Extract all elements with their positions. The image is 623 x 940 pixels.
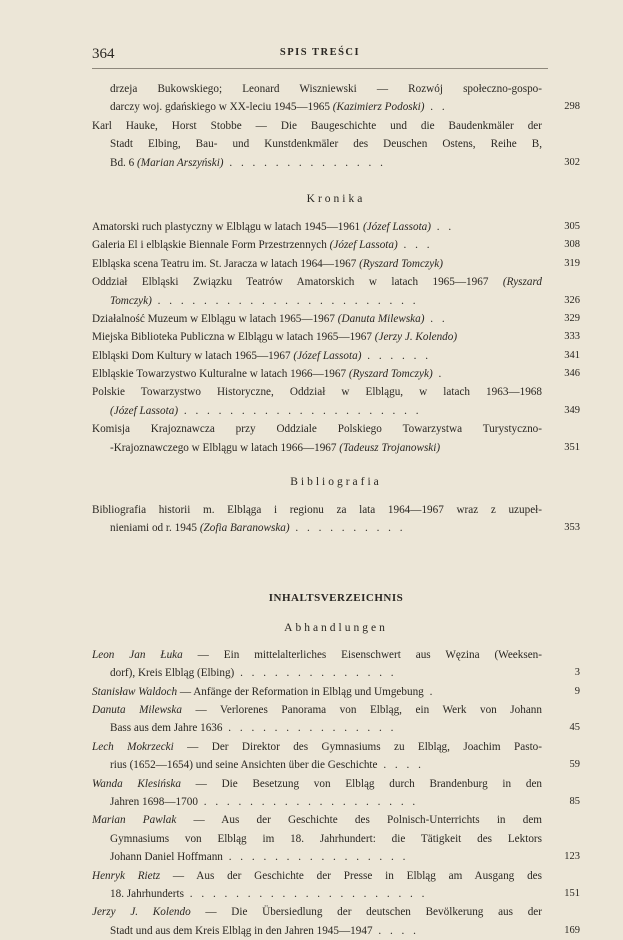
page-number: 364 <box>92 46 115 62</box>
toc-entry-line <box>92 402 542 420</box>
toc-entry-line <box>92 273 542 291</box>
entry-title: -Krajoznawczego w Elblągu w latach 1966—1967 <box>110 441 340 454</box>
toc-section-continued <box>92 80 580 172</box>
dot-leader: . . . . . . . . . . <box>289 522 406 535</box>
toc-entry-line <box>92 922 542 940</box>
entry-title: rius (1652—1654) und seine Ansichten über die Geschichte <box>110 759 378 772</box>
entry-title: 18. Jahrhunderts <box>110 887 184 900</box>
entry-title: — Anfänge der Reformation in Elbląg und Umgebung <box>177 685 424 698</box>
toc-entry-line <box>92 420 542 438</box>
entry-title: dorf), Kreis Elbląg (Elbing) <box>110 667 235 680</box>
entry-author: (Danuta Milewska) <box>337 312 425 325</box>
toc-entry-line <box>92 292 542 310</box>
toc-entry-line <box>92 218 542 236</box>
toc-entry <box>92 775 580 812</box>
entry-title: — Die Übersiedlung der deutschen Bevölkerung aus der <box>190 906 542 919</box>
entry-title: Stadt Elbing, Bau- und Kunstdenkmäler des Deuschen Ostens, Reihe B, <box>110 138 542 151</box>
toc-entry-line <box>92 830 542 848</box>
toc-entry <box>92 310 580 328</box>
toc-entry <box>92 646 580 683</box>
running-title: SPIS TREŚCI <box>279 47 361 58</box>
toc-entry-line <box>92 775 542 793</box>
dot-leader: . . . . . . . . . . . . . . . . <box>222 851 409 864</box>
toc-entry-line <box>92 793 542 811</box>
entry-page-number: 351 <box>564 441 580 453</box>
dot-leader: . . . . . . . . . . . . . . <box>223 156 386 169</box>
toc-entry-line <box>92 903 542 921</box>
toc-entry <box>92 903 580 940</box>
toc-entry-line <box>92 501 542 519</box>
toc-entry-line <box>92 701 542 719</box>
toc-entry <box>92 867 580 904</box>
entry-title: Komisja Krajoznawcza przy Oddziale Polskiego Towarzystwa Turystyczno- <box>92 423 542 436</box>
entry-author: (Kazimierz Podoski) <box>332 101 425 114</box>
dot-leader: . <box>423 685 436 698</box>
toc-entry <box>92 811 580 866</box>
author-name: Wanda Klesińska <box>92 777 181 790</box>
entry-page-number: 346 <box>564 368 580 380</box>
entry-title: Amatorski ruch plastyczny w Elblągu w latach 1945—1961 <box>92 220 363 233</box>
toc-entry-line <box>92 98 542 116</box>
toc-entry-line <box>92 383 542 401</box>
toc-entry <box>92 218 580 236</box>
author-name: Jerzy J. Kolendo <box>92 906 191 919</box>
toc-entry-line <box>92 811 542 829</box>
entry-title: Karl Hauke, Horst Stobbe — Die Baugeschichte und die Baudenkmäler der <box>92 119 542 132</box>
toc-entry-line <box>92 80 542 98</box>
entry-title: Jahren 1698—1700 <box>110 795 198 808</box>
toc-entry <box>92 701 580 738</box>
dot-leader: . . . . <box>377 759 424 772</box>
entry-title: Galeria El i elbląskie Biennale Form Przestrzennych <box>92 239 330 252</box>
entry-title: — Ein mittelalterliches Eisenschwert aus Węzina (Weeksen- <box>182 648 542 661</box>
toc-entry <box>92 383 580 420</box>
entry-page-number: 326 <box>564 294 580 306</box>
toc-entry-line <box>92 135 542 153</box>
dot-leader: . . . . <box>372 924 419 937</box>
entry-title: Bibliografia historii m. Elbląga i regionu za lata 1964—1967 wraz z uzupeł- <box>92 504 542 517</box>
entry-page-number: 9 <box>574 685 580 697</box>
entry-page-number: 59 <box>569 759 580 771</box>
entry-title: Elbląska scena Teatru im. St. Jaracza w latach 1964—1967 <box>92 257 360 270</box>
toc-entry-line <box>92 117 542 135</box>
entry-title: nieniami od r. 1945 <box>110 522 200 535</box>
dot-leader: . . <box>431 220 455 233</box>
dot-leader: . . . . . . . . . . . . . . . . . . . <box>197 795 419 808</box>
section-heading-bibliografia: Bibliografia <box>290 476 382 489</box>
toc-entry-line <box>92 519 542 537</box>
entry-title: Polskie Towarzystwo Historyczne, Oddział w Elblągu, w latach 1963—1968 <box>92 386 542 399</box>
entry-title: Bd. 6 <box>110 156 138 169</box>
entry-title: — Aus der Geschichte des Polnisch-Unterrichts in dem <box>176 814 542 827</box>
entry-title: Elbląskie Towarzystwo Kulturalne w latach 1966—1967 <box>92 368 349 381</box>
entry-title: — Verlorenes Panorama von Elbląg, ein Werk von Johann <box>181 703 542 716</box>
entry-page-number: 329 <box>564 312 580 324</box>
toc-entry <box>92 683 580 701</box>
toc-entry <box>92 236 580 254</box>
entry-title: Oddział Elbląski Związku Teatrów Amatorskich w latach 1965—1967 <box>92 276 503 289</box>
entry-page-number: 3 <box>574 667 580 679</box>
entry-page-number: 341 <box>564 349 580 361</box>
dot-leader: . . <box>424 312 448 325</box>
toc-entry <box>92 117 580 172</box>
toc-entry-line <box>92 867 542 885</box>
author-name: Henryk Rietz <box>92 869 161 882</box>
entry-title: — Aus der Geschichte der Presse in Elbląg am Ausgang des <box>160 869 542 882</box>
author-name: Leon Jan Łuka <box>92 648 183 661</box>
entry-page-number: 85 <box>569 795 580 807</box>
section-heading-abhandlungen: Abhandlungen <box>284 621 388 634</box>
toc-entry-line <box>92 885 542 903</box>
toc-content <box>92 80 580 940</box>
entry-title: Elbląski Dom Kultury w latach 1965—1967 <box>92 349 294 362</box>
entry-page-number: 123 <box>564 851 580 863</box>
entry-title: Bass aus dem Jahre 1636 <box>110 722 223 735</box>
toc-entry <box>92 80 580 117</box>
entry-author: (Zofia Baranowska) <box>199 522 290 535</box>
entry-author: (Jerzy J. Kolendo) <box>374 331 458 344</box>
entry-author: (Ryszard Tomczyk) <box>348 368 433 381</box>
entry-author: (Tadeusz Trojanowski) <box>339 441 441 454</box>
toc-entry-line <box>92 255 542 273</box>
author-name: Lech Mokrzecki <box>92 740 174 753</box>
entry-author: (Marian Arszyński) <box>137 156 224 169</box>
entry-author: (Józef Lassota) <box>110 404 179 417</box>
dot-leader: . . . . . . . . . . . . . . . . . . . . . <box>178 404 422 417</box>
toc-entry <box>92 347 580 365</box>
entry-title: darczy woj. gdańskiego w XX-leciu 1945—1965 <box>110 101 333 114</box>
dot-leader: . . . . . . . . . . . . . . <box>234 667 397 680</box>
entry-title: Gymnasiums von Elbląg im 18. Jahrhundert: die Tätigkeit des Lektors <box>110 832 542 845</box>
toc-entry-line <box>92 719 542 737</box>
toc-entry <box>92 255 580 273</box>
dot-leader: . . . <box>397 239 433 252</box>
entry-page-number: 45 <box>569 722 580 734</box>
entry-page-number: 298 <box>564 101 580 113</box>
dot-leader: . . . . . . . . . . . . . . . . . . . . . <box>183 887 428 900</box>
toc-entry-line <box>92 738 542 756</box>
toc-entry-line <box>92 646 542 664</box>
entry-page-number: 353 <box>564 522 580 534</box>
entry-page-number: 308 <box>564 239 580 251</box>
author-name: Marian Pawlak <box>92 814 177 827</box>
toc-entry-line <box>92 848 542 866</box>
entry-title: — Der Direktor des Gymnasiums zu Elbląg, Joachim Pasto- <box>173 740 542 753</box>
toc-entry <box>92 501 580 538</box>
dot-leader: . . . . . . <box>361 349 431 362</box>
toc-entry-line <box>92 328 542 346</box>
entry-author: Tomczyk) <box>110 294 152 307</box>
toc-entry-line <box>92 365 542 383</box>
author-name: Stanisław Waldoch <box>92 685 178 698</box>
toc-entry-line <box>92 236 542 254</box>
toc-section-bibliografia <box>92 501 580 538</box>
entry-title: Stadt und aus dem Kreis Elbląg in den Jahren 1945—1947 <box>110 924 373 937</box>
entry-title: Działalność Muzeum w Elblągu w latach 1965—1967 <box>92 312 338 325</box>
entry-author: (Józef Lassota) <box>329 239 398 252</box>
toc-entry-line <box>92 439 542 457</box>
toc-entry-line <box>92 683 542 701</box>
entry-page-number: 305 <box>564 220 580 232</box>
entry-author: (Ryszard Tomczyk) <box>359 257 443 270</box>
entry-author: (Józef Lassota) <box>362 220 431 233</box>
page-header <box>92 44 548 69</box>
entry-author: (Józef Lassota) <box>293 349 362 362</box>
entry-page-number: 302 <box>564 156 580 168</box>
entry-title: — Die Besetzung von Elbląg durch Brandenburg in den <box>180 777 542 790</box>
toc-section-abhandlungen <box>92 646 580 940</box>
entry-page-number: 333 <box>564 331 580 343</box>
toc-entry <box>92 365 580 383</box>
toc-entry-line <box>92 154 542 172</box>
dot-leader: . <box>432 368 445 381</box>
author-name: Danuta Milewska <box>92 703 182 716</box>
toc-section-kronika <box>92 218 580 457</box>
toc-entry-line <box>92 310 542 328</box>
toc-entry <box>92 738 580 775</box>
entry-page-number: 151 <box>564 887 580 899</box>
toc-entry-line <box>92 756 542 774</box>
toc-entry <box>92 420 580 457</box>
entry-page-number: 319 <box>564 257 580 269</box>
section-heading-kronika: Kronika <box>306 192 366 205</box>
toc-entry-line <box>92 347 542 365</box>
entry-page-number: 169 <box>564 924 580 936</box>
dot-leader: . . . . . . . . . . . . . . . <box>222 722 397 735</box>
entry-title: drzeja Bukowskiego; Leonard Wiszniewski — Rozwój społeczno-gospo- <box>110 83 542 95</box>
toc-entry-line <box>92 664 542 682</box>
inhalt-title: INHALTSVERZEICHNIS <box>268 591 404 604</box>
entry-title: Miejska Biblioteka Publiczna w Elblągu w latach 1965—1967 <box>92 331 375 344</box>
entry-title: Johann Daniel Hoffmann <box>110 851 223 864</box>
dot-leader: . . . . . . . . . . . . . . . . . . . . . . . <box>151 294 419 307</box>
dot-leader: . . <box>424 101 448 114</box>
toc-entry <box>92 273 580 310</box>
toc-entry <box>92 328 580 346</box>
entry-page-number: 349 <box>564 404 580 416</box>
entry-author: (Ryszard <box>502 276 542 289</box>
